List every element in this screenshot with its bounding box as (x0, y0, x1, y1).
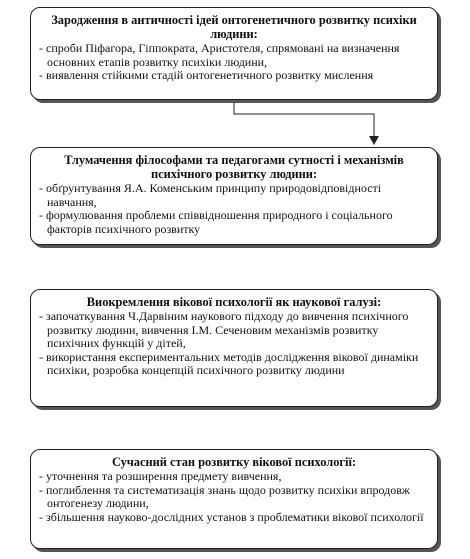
stage-items (39, 42, 429, 83)
stage-box-philosophers (30, 147, 438, 245)
connector-line (234, 100, 374, 137)
stage-title: Виокремлення вікової психології як наукової галузі: (86, 295, 382, 309)
stage-item: - уточнення та розширення предмету вивчення, (39, 470, 429, 484)
stage-item: - використання експериментальних методів дослідження вікової динаміки психіки, розробка концепцій психічного розвитку людини (39, 351, 429, 378)
stage-title: Зародження в античності ідей онтогенетичного розвитку психіки людини: (51, 13, 417, 41)
stage-item: - виявлення стійкими стадій онтогенетичного розвитку мислення (39, 69, 429, 83)
stage-item: - обґрунтування Я.А. Коменським принципу природовідповідності навчання, (39, 182, 429, 209)
stage-title: Тлумачення філософами та педагогами сутності і механізмів психічного розвитку людини: (64, 153, 404, 181)
stage-title: Сучасний стан розвитку вікової психології: (111, 455, 357, 469)
stage-box-scientific-branch (30, 289, 438, 407)
stage-item: - поглиблення та систематизація знань щодо розвитку психіки впродовж онтогенезу людини, (39, 484, 429, 511)
stage-item: - збільшення науково-дослідних установ з проблематики вікової психології (39, 511, 429, 525)
stage-item: - спроби Піфагора, Гіппократа, Аристотеля, спрямовані на визначення основних етапів розвитку психіки людини, (39, 42, 429, 69)
stage-items (39, 470, 429, 524)
stage-box-antiquity (30, 7, 438, 100)
arrow-head-icon (369, 136, 379, 145)
stage-item: - започаткування Ч.Дарвіним наукового підходу до вивчення психічного розвитку людини, вивчення І.М. Сеченовим механізмів розвитку психічних функцій у дітей, (39, 310, 429, 351)
stage-items (39, 182, 429, 236)
stage-item: - формулювання проблеми співвідношення природного і соціального факторів психічного розвитку (39, 209, 429, 236)
stage-box-modern-state (30, 449, 438, 549)
stage-items (39, 310, 429, 378)
